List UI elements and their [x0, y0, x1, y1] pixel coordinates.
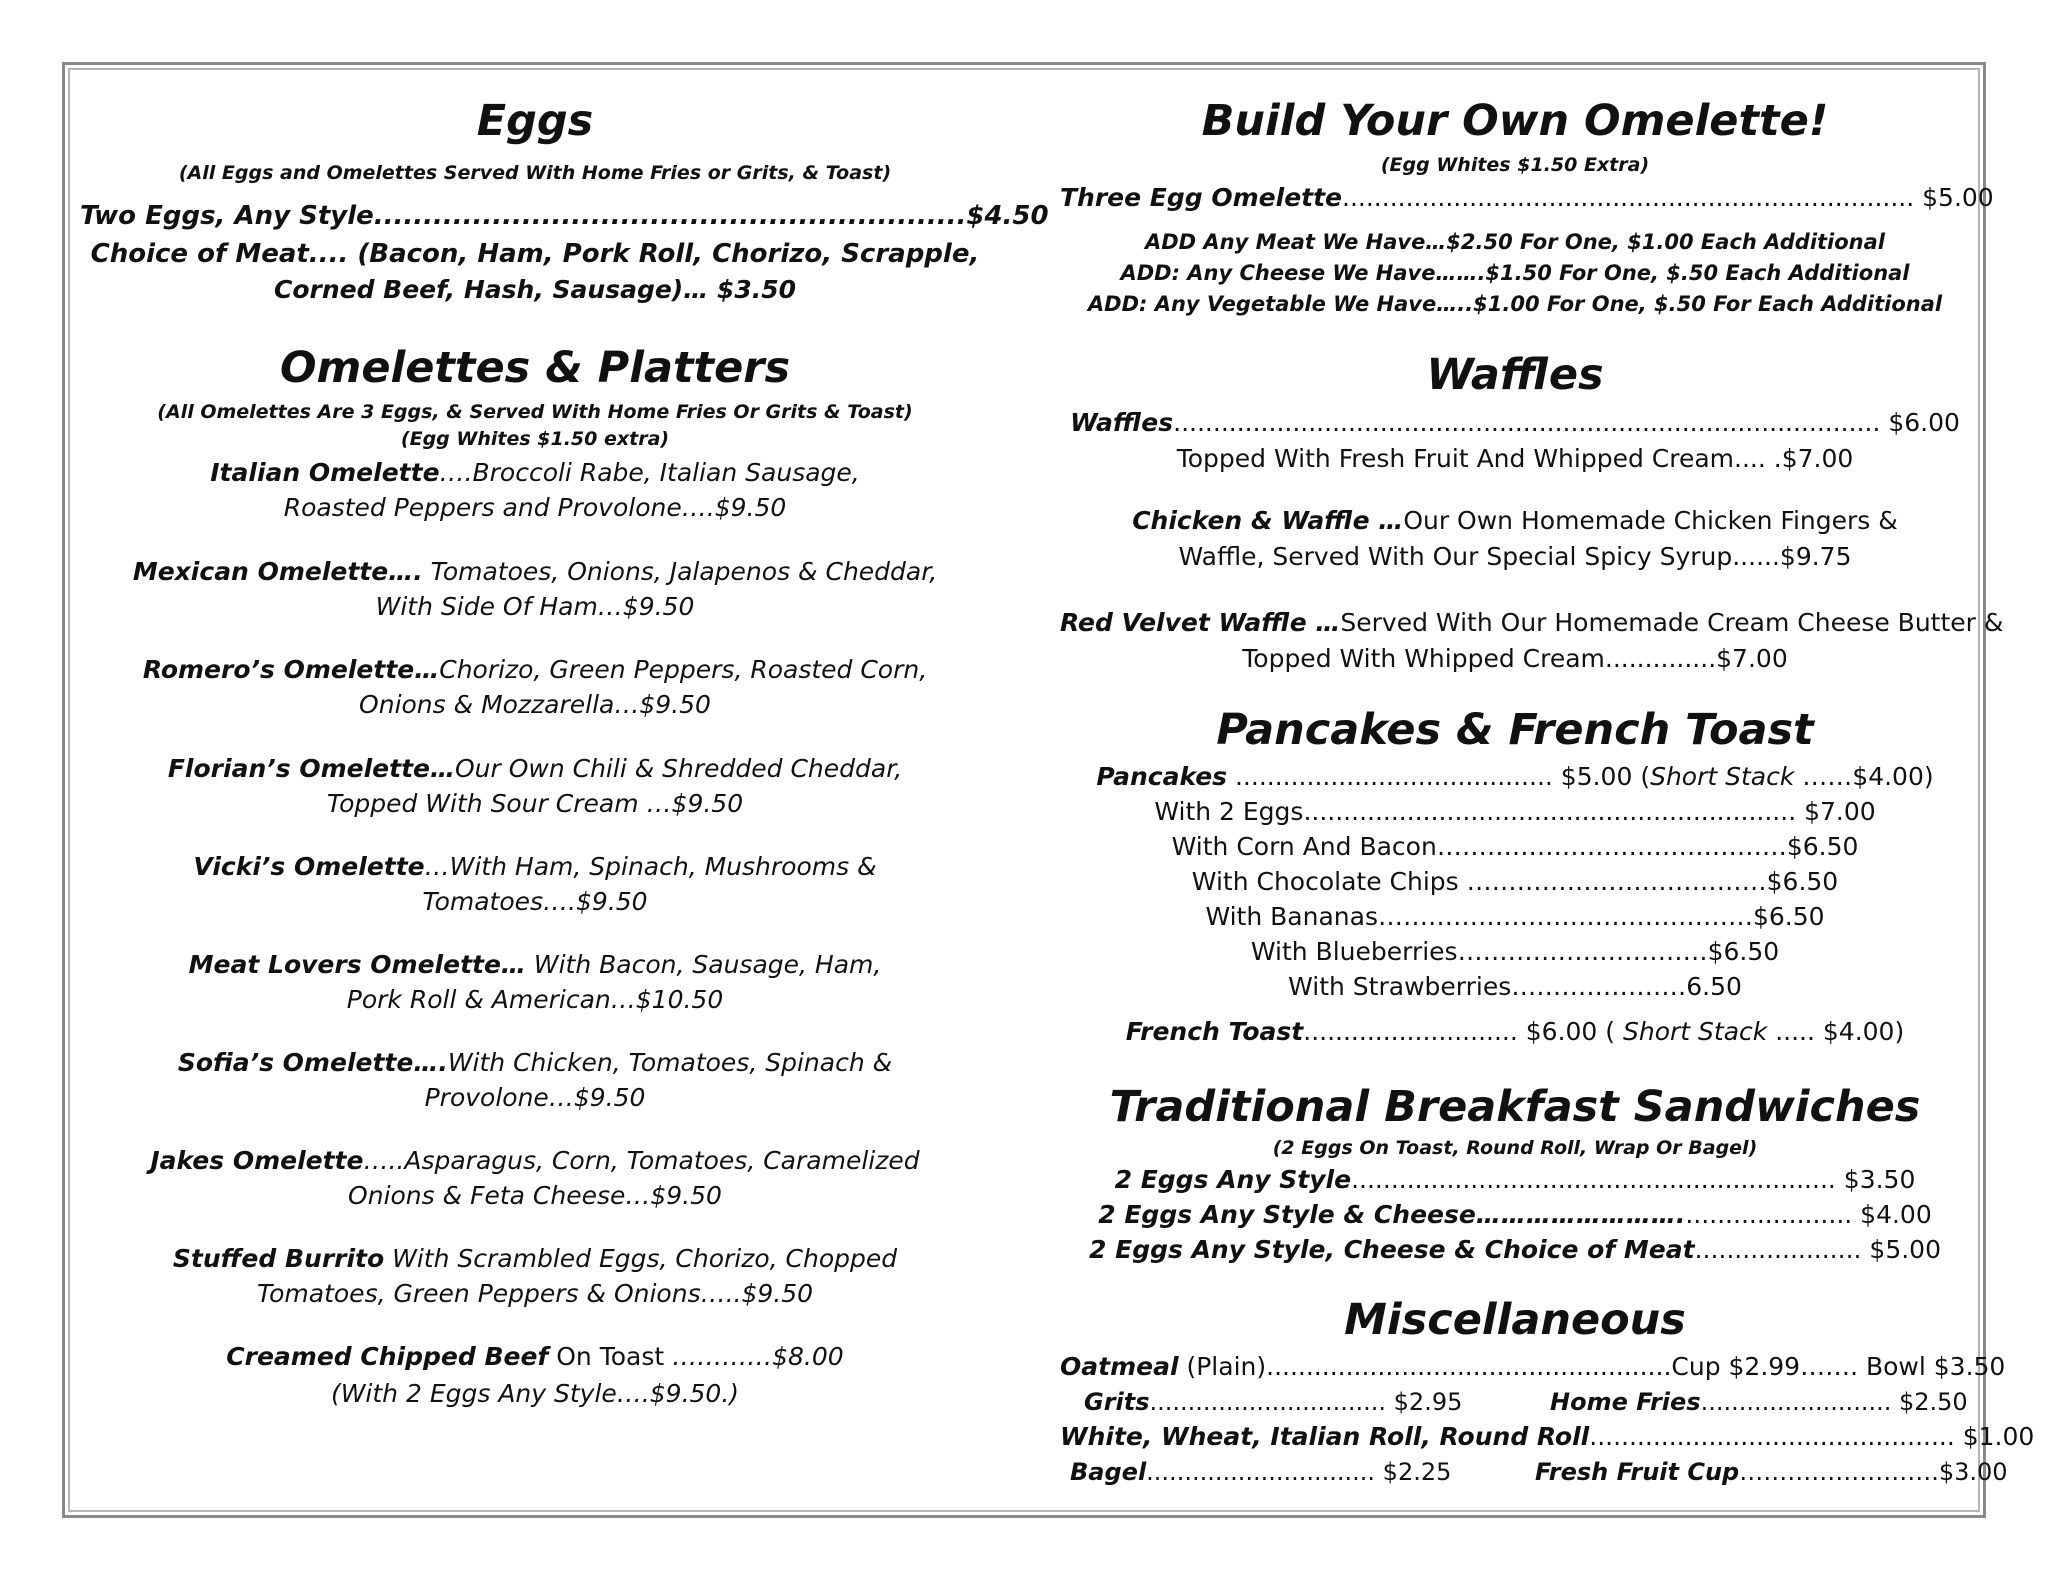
egg-whites-note: (Egg Whites $1.50 extra) [400, 428, 670, 450]
add-cheese-line: ADD: Any Cheese We Have…….$1.50 For One, $.50 Each Additional [1120, 261, 1910, 285]
omelette-item-desc: Pork Roll & American…$10.50 [346, 985, 724, 1014]
waffles-topped-line: Topped With Fresh Fruit And Whipped Cream.... .$7.00 [1176, 444, 1854, 473]
item-price: .............................. $2.25 [1146, 1458, 1452, 1486]
chicken-waffle-desc: Waffle, Served With Our Special Spicy Syrup......$9.75 [1178, 542, 1852, 571]
item-desc: …With Ham, Spinach, Mushrooms & [424, 852, 877, 881]
omelette-item [80, 652, 990, 688]
item-desc: On Toast [548, 1342, 673, 1371]
eggs-note: (All Eggs and Omelettes Served With Home Fries or Grits, & Toast) [178, 162, 892, 184]
pancake-option: With Strawberries…………………6.50 [1288, 972, 1742, 1001]
item-name: Grits [1084, 1388, 1150, 1416]
short-stack-label: Short Stack [1622, 1017, 1768, 1046]
item-name: Stuffed Burrito [172, 1244, 385, 1273]
item-desc: With Scrambled Eggs, Chorizo, Chopped [384, 1244, 898, 1273]
oatmeal-line [1060, 1349, 2006, 1385]
item-name: Mexican Omelette…. [132, 557, 423, 586]
item-desc: Tomatoes, Onions, Jalapenos & Cheddar, [422, 557, 938, 586]
pancake-option: With Chocolate Chips ………………………………$6.50 [1191, 867, 1839, 896]
item-price: ........................................ $5.00 ( [1227, 762, 1651, 791]
item-desc: Our Own Chili & Shredded Cheddar, [454, 754, 903, 783]
sandwiches-note: (2 Eggs On Toast, Round Roll, Wrap Or Bagel) [1272, 1137, 1758, 1159]
omelette-item [80, 1143, 990, 1179]
short-stack-label: Short Stack [1650, 762, 1795, 791]
item-name: Florian’s Omelette… [167, 754, 455, 783]
omelette-item-desc: Onions & Mozzarella…$9.50 [359, 690, 711, 719]
choice-of-meat-line-2: Corned Beef, Hash, Sausage)… $3.50 [273, 275, 797, 304]
item-name: Bagel [1070, 1458, 1147, 1486]
item-price: ......................... $2.50 [1700, 1388, 1968, 1416]
item-name: Chicken & Waffle … [1132, 506, 1404, 535]
egg-whites-extra-note: (Egg Whites $1.50 Extra) [1380, 154, 1650, 176]
item-price: ........................................................................ $5.00 [1342, 183, 1994, 212]
item-price: ........................... $6.00 ( [1303, 1017, 1623, 1046]
bread-line [1060, 1419, 2035, 1455]
item-name: Three Egg Omelette [1060, 183, 1343, 212]
item-price: .............................................. $1.00 [1589, 1422, 2035, 1451]
pancake-option: With Bananas………………………………………$6.50 [1205, 902, 1825, 931]
pancake-option: With Corn And Bacon……………………………………$6.50 [1171, 832, 1859, 861]
item-price: ......................................................................................... $6.00 [1173, 408, 1960, 437]
pancake-option: With Blueberries…………………………$6.50 [1250, 937, 1780, 966]
two-eggs-line: Two Eggs, Any Style............................................................$4.50 [80, 201, 1049, 231]
item-desc: …..Asparagus, Corn, Tomatoes, Caramelized [363, 1146, 920, 1175]
waffles-heading: Waffles [1426, 350, 1604, 400]
item-name: Waffles [1070, 408, 1174, 437]
item-desc: Our Own Homemade Chicken Fingers & [1403, 506, 1898, 535]
item-name: White, Wheat, Italian Roll, Round Roll [1060, 1422, 1590, 1451]
grits-line [1084, 1384, 1462, 1420]
item-name: Meat Lovers Omelette… [188, 950, 526, 979]
item-desc: With Bacon, Sausage, Ham, [525, 950, 882, 979]
item-price: …………$8.00 [672, 1342, 844, 1371]
omelette-item-desc: With Side Of Ham…$9.50 [375, 592, 695, 621]
omelette-item [80, 1045, 990, 1081]
omelette-item-desc: Roasted Peppers and Provolone….$9.50 [283, 493, 787, 522]
choice-of-meat-line: Choice of Meat.... (Bacon, Ham, Pork Roll, Chorizo, Scrapple, [90, 239, 980, 269]
item-price: ............................... $2.95 [1149, 1388, 1463, 1416]
omelette-item-desc: Topped With Sour Cream …$9.50 [326, 789, 744, 818]
sandwich-item [1060, 1197, 1970, 1233]
item-name: Pancakes [1096, 762, 1228, 791]
item-price: ..................... $4.00 [1685, 1200, 1932, 1229]
home-fries-line [1550, 1384, 1968, 1420]
item-name: Creamed Chipped Beef [226, 1342, 549, 1371]
item-name: Italian Omelette [210, 458, 440, 487]
omelette-item-desc: Tomatoes….$9.50 [422, 887, 648, 916]
waffles-line [1060, 405, 1970, 441]
sandwich-item [1060, 1232, 1970, 1268]
item-price: …………………….$3.00 [1739, 1458, 2008, 1486]
item-desc: Served With Our Homemade Cream Cheese Butter & [1340, 608, 2004, 637]
omelette-item [80, 947, 990, 983]
item-desc: ….Broccoli Rabe, Italian Sausage, [439, 458, 860, 487]
sandwich-item [1060, 1162, 1970, 1198]
short-stack-price: ……$4.00) [1794, 762, 1934, 791]
add-vegetable-line: ADD: Any Vegetable We Have…..$1.00 For One, $.50 For Each Additional [1087, 292, 1943, 316]
eggs-heading: Eggs [476, 96, 594, 146]
item-name: Sofia’s Omelette…. [177, 1048, 448, 1077]
item-name: Jakes Omelette [150, 1146, 364, 1175]
omelette-item-desc: Onions & Feta Cheese…$9.50 [348, 1181, 722, 1210]
item-name: Vicki’s Omelette [193, 852, 425, 881]
sandwiches-heading: Traditional Breakfast Sandwiches [1109, 1082, 1921, 1132]
creamed-chipped-beef [80, 1339, 990, 1375]
omelette-item-desc: Tomatoes, Green Peppers & Onions…..$9.50 [256, 1279, 814, 1308]
three-egg-omelette-line [1060, 180, 1994, 216]
item-desc: Chorizo, Green Peppers, Roasted Corn, [439, 655, 928, 684]
item-price: (Plain)...................................................Cup $2.99……. Bowl $3.50 [1178, 1352, 2006, 1381]
omelettes-heading: Omelettes & Platters [279, 343, 791, 393]
item-name: French Toast [1125, 1017, 1304, 1046]
item-name: 2 Eggs Any Style [1114, 1165, 1352, 1194]
omelette-item [80, 849, 990, 885]
add-meat-line: ADD Any Meat We Have…$2.50 For One, $1.00 Each Additional [1144, 230, 1886, 254]
item-name: Oatmeal [1060, 1352, 1179, 1381]
chicken-waffle-line [1060, 503, 1970, 539]
bagel-line [1070, 1454, 1451, 1490]
pancakes-heading: Pancakes & French Toast [1216, 705, 1814, 755]
french-toast-line [1060, 1014, 1970, 1050]
item-name: Home Fries [1550, 1388, 1701, 1416]
item-name: Red Velvet Waffle … [1060, 608, 1341, 637]
item-name: Romero’s Omelette… [142, 655, 440, 684]
item-price: ............................................................. $3.50 [1351, 1165, 1916, 1194]
omelette-item-desc: Provolone…$9.50 [424, 1083, 646, 1112]
omelette-item [80, 751, 990, 787]
red-velvet-desc: Topped With Whipped Cream..............$7.00 [1242, 644, 1788, 673]
short-stack-price: ..... $4.00) [1767, 1017, 1905, 1046]
pancakes-line [1060, 759, 1970, 795]
fresh-fruit-cup-line [1535, 1454, 2008, 1490]
build-omelette-heading: Build Your Own Omelette! [1201, 96, 1829, 146]
item-name: 2 Eggs Any Style & Cheese……………………. [1098, 1200, 1686, 1229]
item-desc: With Chicken, Tomatoes, Spinach & [447, 1048, 893, 1077]
red-velvet-line [1060, 605, 2004, 641]
pancake-option: With 2 Eggs.............................................................. $7.00 [1154, 797, 1876, 826]
item-name: Fresh Fruit Cup [1535, 1458, 1740, 1486]
omelette-item [80, 455, 990, 491]
omelette-item [80, 1241, 990, 1277]
creamed-chipped-beef-note: (With 2 Eggs Any Style….$9.50.) [330, 1379, 740, 1408]
item-price: ..................... $5.00 [1694, 1235, 1941, 1264]
miscellaneous-heading: Miscellaneous [1344, 1295, 1686, 1345]
item-name: 2 Eggs Any Style, Cheese & Choice of Meat [1089, 1235, 1695, 1264]
omelette-item [80, 554, 990, 590]
omelettes-note: (All Omelettes Are 3 Eggs, & Served With Home Fries Or Grits & Toast) [157, 401, 913, 423]
